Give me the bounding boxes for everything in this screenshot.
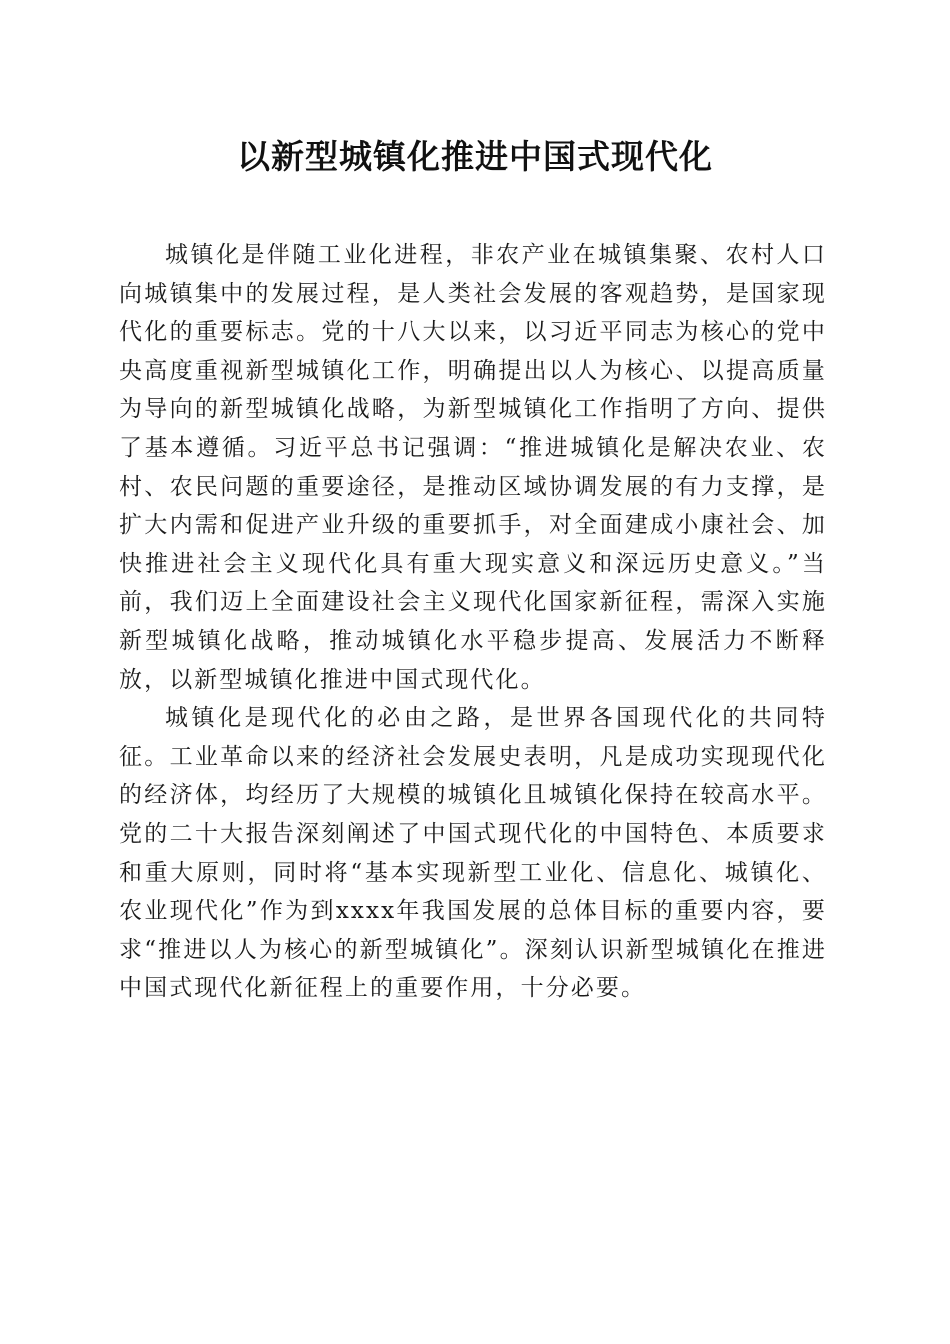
document-title: 以新型城镇化推进中国式现代化 <box>237 137 713 176</box>
document-body <box>119 236 827 1008</box>
paragraph-1: 城镇化是伴随工业化进程，非农产业在城镇集聚、农村人口向城镇集中的发展过程，是人类社会发展的客观趋势，是国家现代化的重要标志。党的十八大以来，以习近平同志为核心的党中央高度重视新型城镇化工作，明确提出以人为核心、以提高质量为导向的新型城镇化战略，为新型城镇化工作指明了方向、提供了基本遵循。习近平总书记强调：“推进城镇化是解决农业、农村、农民问题的重要途径，是推动区域协调发展的有力支撑，是扩大内需和促进产业升级的重要抓手，对全面建成小康社会、加快推进社会主义现代化具有重大现实意义和深远历史意义。”当前，我们迈上全面建设社会主义现代化国家新征程，需深入实施新型城镇化战略，推动城镇化水平稳步提高、发展活力不断释放，以新型城镇化推进中国式现代化。 <box>119 242 827 693</box>
paragraph-2: 城镇化是现代化的必由之路，是世界各国现代化的共同特征。工业革命以来的经济社会发展史表明，凡是成功实现现代化的经济体，均经历了大规模的城镇化且城镇化保持在较高水平。党的二十大报告深刻阐述了中国式现代化的中国特色、本质要求和重大原则，同时将“基本实现新型工业化、信息化、城镇化、农业现代化”作为到xxxx年我国发展的总体目标的重要内容，要求“推进以人为核心的新型城镇化”。深刻认识新型城镇化在推进中国式现代化新征程上的重要作用，十分必要。 <box>119 705 827 1002</box>
